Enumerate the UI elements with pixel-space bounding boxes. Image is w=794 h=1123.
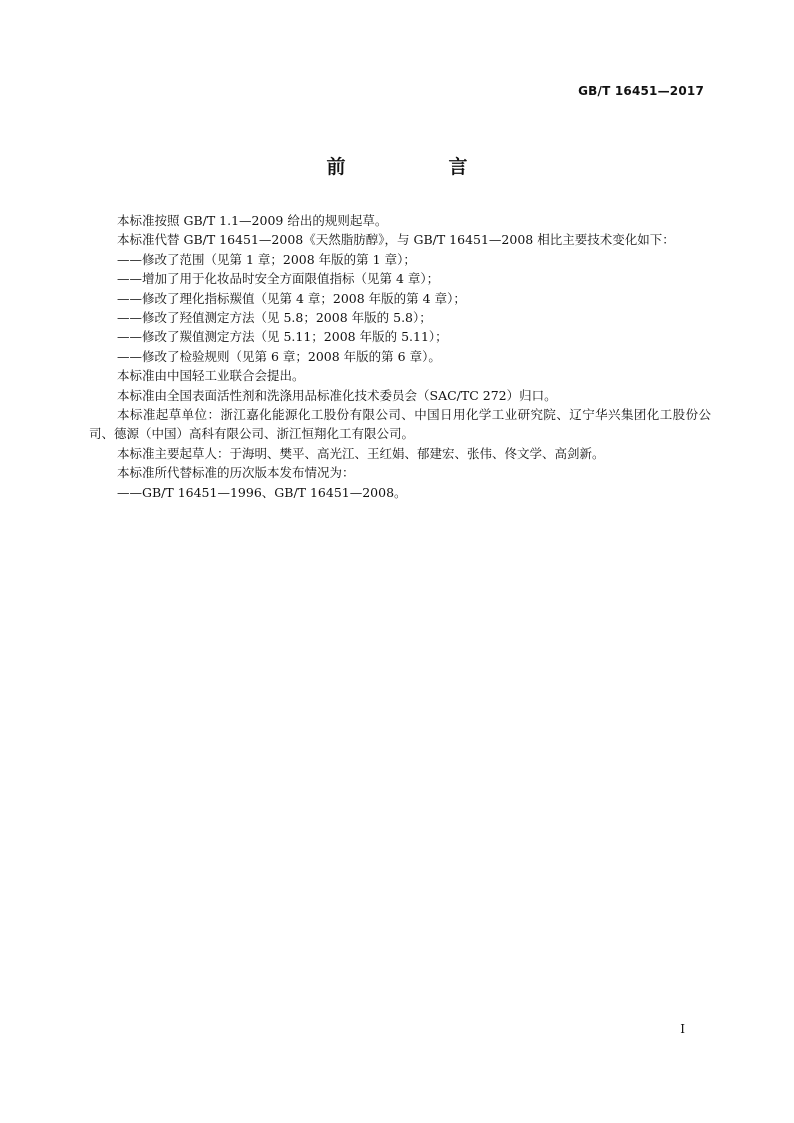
paragraph: 本标准由中国轻工业联合会提出。 [117, 368, 305, 384]
paragraph: 本标准按照 GB/T 1.1—2009 给出的规则起草。 [117, 213, 388, 228]
list-item: ——GB/T 16451—1996、GB/T 16451—2008。 [117, 484, 407, 500]
list-item: ——增加了用于化妆品时安全方面限值指标（见第 4 章）； [117, 271, 440, 287]
page-title: 前 言 [326, 156, 510, 178]
paragraph: 本标准所代替标准的历次版本发布情况为： [117, 465, 355, 481]
paragraph: 本标准起草单位：浙江嘉化能源化工股份有限公司、中国日用化学工业研究院、辽宁华兴集团化工股份公司、德源（中国）高科有限公司、浙江恒翔化工有限公司。 [89, 407, 711, 442]
paragraph: 本标准主要起草人：于海明、樊平、高光江、王红娟、郁建宏、张伟、佟文学、高剑新。 [117, 445, 605, 461]
list-item: ——修改了范围（见第 1 章；2008 年版的第 1 章）； [117, 251, 416, 267]
list-item: ——修改了羰值测定方法（见 5.11；2008 年版的 5.11）； [117, 329, 448, 345]
paragraph: 本标准代替 GB/T 16451—2008《天然脂肪醇》，与 GB/T 16451—2008 相比主要技术变化如下： [117, 232, 675, 248]
list-item: ——修改了羟值测定方法（见 5.8；2008 年版的 5.8）； [117, 310, 432, 326]
list-item: ——修改了理化指标羰值（见第 4 章；2008 年版的第 4 章）； [117, 290, 466, 306]
paragraph: 本标准由全国表面活性剂和洗涤用品标准化技术委员会（SAC/TC 272）归口。 [117, 387, 557, 403]
list-item: ——修改了检验规则（见第 6 章；2008 年版的第 6 章）。 [117, 348, 441, 364]
page-number: I [680, 1022, 685, 1036]
body-text [89, 211, 711, 502]
standard-code: GB/T 16451—2017 [578, 84, 704, 98]
